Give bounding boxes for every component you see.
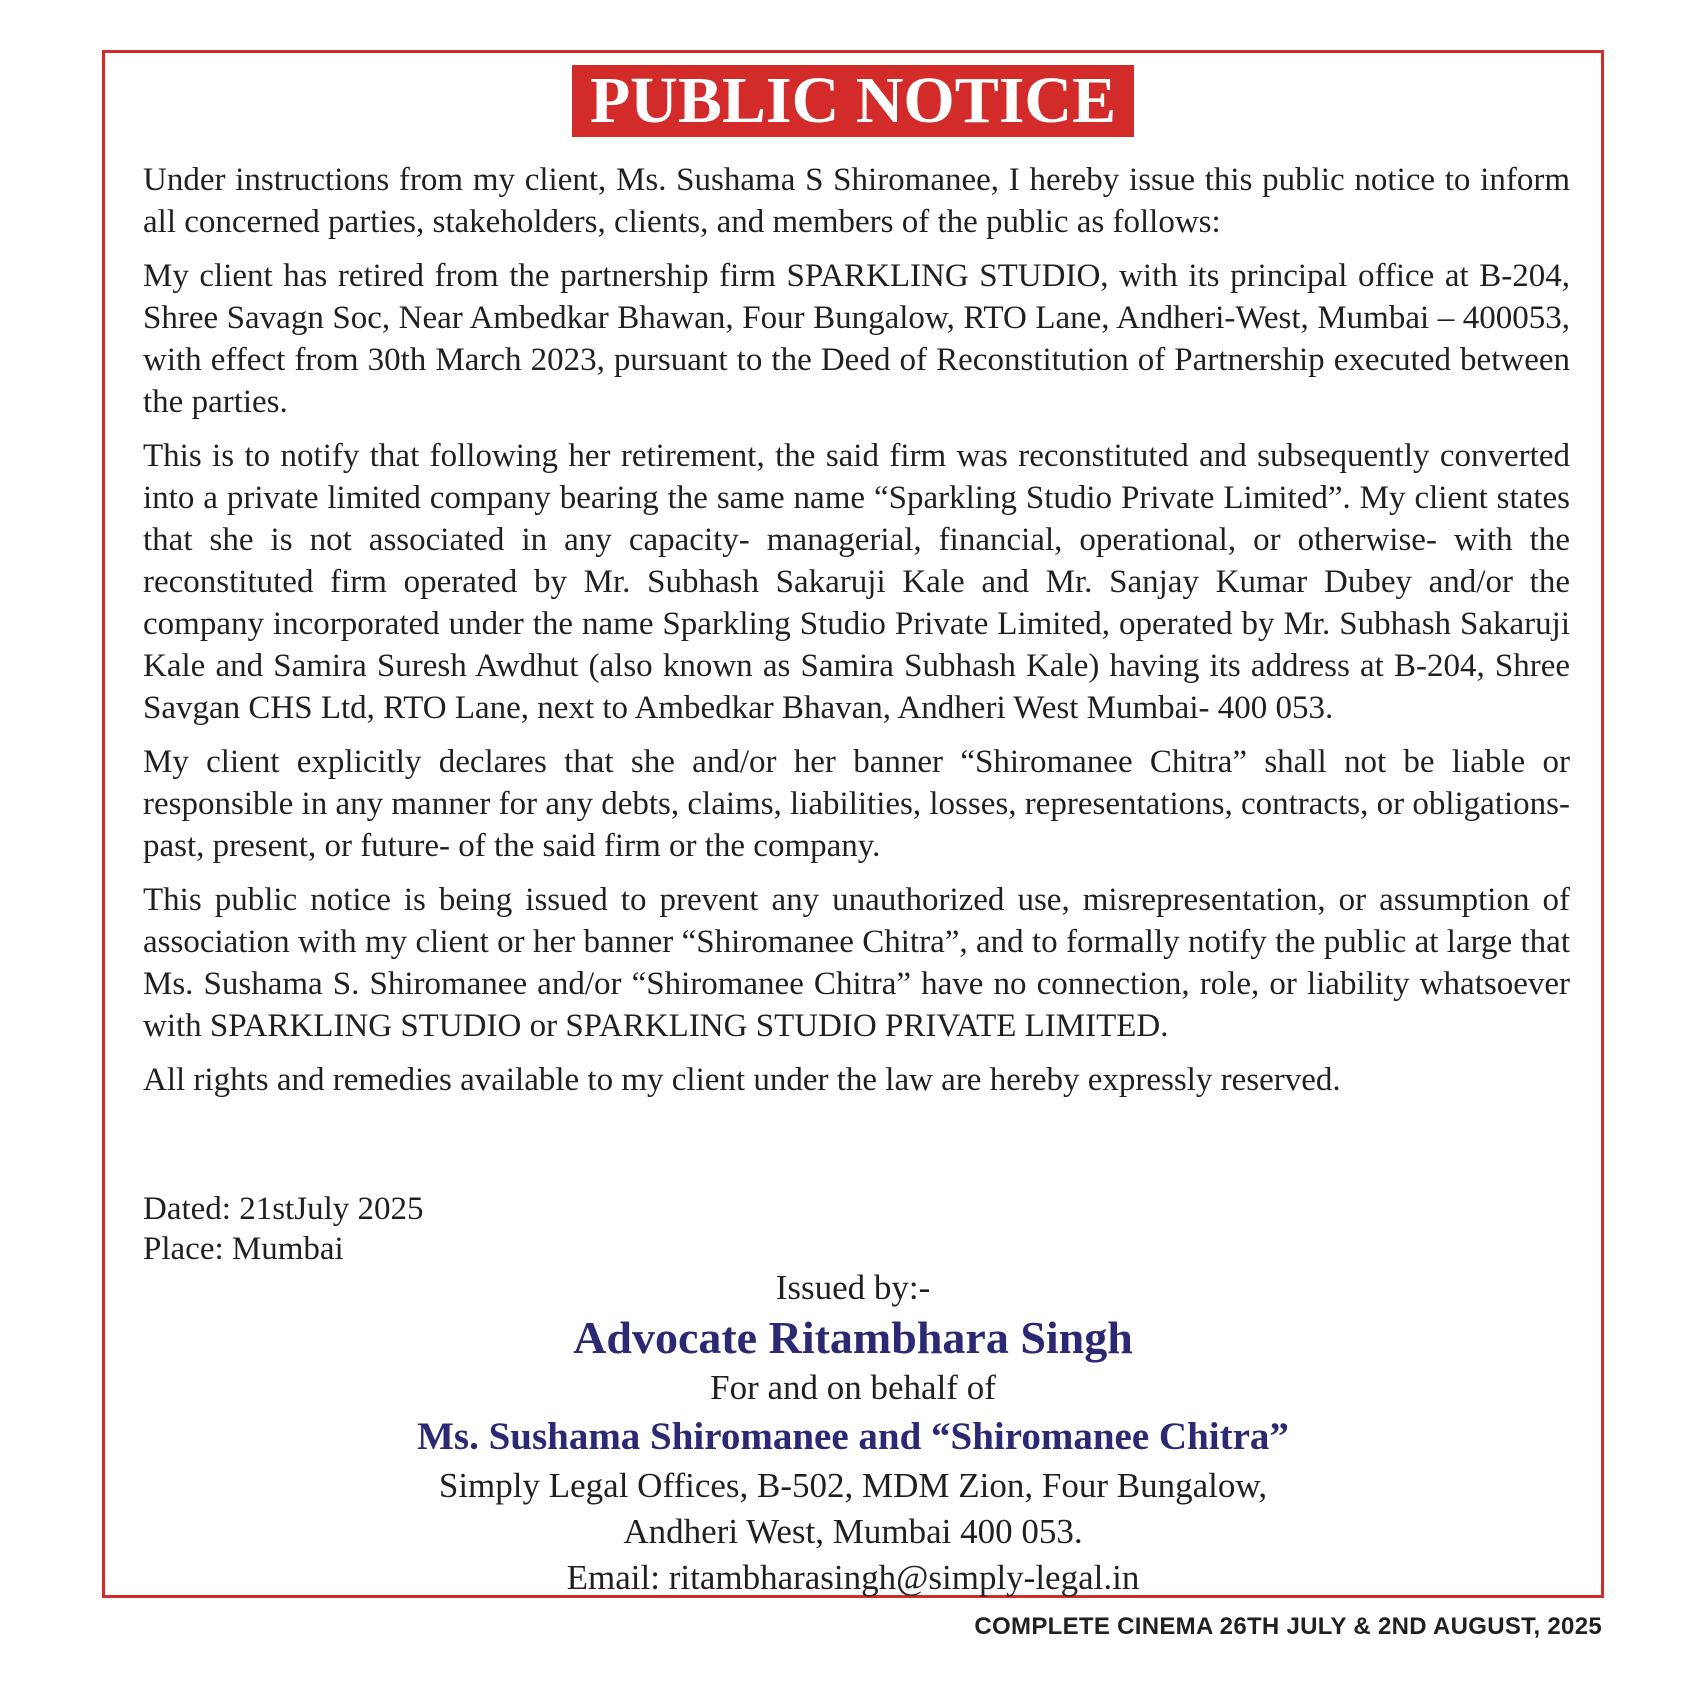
notice-border [102, 50, 1604, 1598]
advocate-name: Advocate Ritambhara Singh [573, 1312, 1133, 1363]
paragraph-reconstitution: This is to notify that following her retirement, the said firm was reconstituted and subsequently converted into a private limited company bearing the same name “Sparkling Studio Private Limited”. My client states that she is not associated in any capacity- managerial, financial, operational, or otherwise- with the reconstituted firm operated by Mr. Subhash Sakaruji Kale and Mr. Sanjay Kumar Dubey and/or the company incorporated under the name Sparkling Studio Private Limited, operated by Mr. Subhash Sakaruji Kale and Samira Suresh Awdhut (also known as Samira Subhash Kale) having its address at B-204, Shree Savgan CHS Ltd, RTO Lane, next to Ambedkar Bhavan, Andheri West Mumbai- 400 053. [143, 438, 1570, 726]
place-line: Place: Mumbai [143, 1231, 344, 1267]
address-line-1: Simply Legal Offices, B-502, MDM Zion, Four Bungalow, [438, 1466, 1268, 1505]
paragraph-intro: Under instructions from my client, Ms. Sushama S Shiromanee, I hereby issue this public notice to inform all concerned parties, stakeholders, clients, and members of the public as follows: [143, 162, 1570, 240]
date-place-block [143, 1189, 423, 1269]
notice-body [143, 159, 1570, 1113]
paragraph-rights-reserved: All rights and remedies available to my client under the law are hereby expressly reserved. [143, 1062, 1341, 1098]
email-line: Email: ritambharasingh@simply-legal.in [566, 1558, 1140, 1597]
publication-credit: COMPLETE CINEMA 26TH JULY & 2ND AUGUST, 2025 [974, 1613, 1602, 1640]
address-line-2: Andheri West, Mumbai 400 053. [623, 1512, 1083, 1551]
signature-block [105, 1265, 1601, 1601]
title-wrapper [105, 65, 1601, 137]
paragraph-retirement: My client has retired from the partnership firm SPARKLING STUDIO, with its principal office at B-204, Shree Savagn Soc, Near Ambedkar Bhawan, Four Bungalow, RTO Lane, Andheri-West, Mumbai – 400053, with effect from 30th March 2023, pursuant to the Deed of Reconstitution of Partnership executed between the parties. [143, 258, 1570, 420]
paragraph-purpose: This public notice is being issued to prevent any unauthorized use, misrepresentation, or assumption of association with my client or her banner “Shiromanee Chitra”, and to formally notify the public at large that Ms. Sushama S. Shiromanee and/or “Shiromanee Chitra” have no connection, role, or liability whatsoever with SPARKLING STUDIO or SPARKLING STUDIO PRIVATE LIMITED. [143, 882, 1570, 1044]
dated-line: Dated: 21stJuly 2025 [143, 1191, 424, 1227]
client-name: Ms. Sushama Shiromanee and “Shiromanee Chitra” [417, 1415, 1289, 1458]
on-behalf-label: For and on behalf of [710, 1368, 996, 1407]
issued-by-label: Issued by:- [775, 1268, 931, 1307]
notice-title: PUBLIC NOTICE [572, 65, 1134, 137]
paragraph-liability: My client explicitly declares that she and/or her banner “Shiromanee Chitra” shall not be liable or responsible in any manner for any debts, claims, liabilities, losses, representations, contracts, or obligations- past, present, or future- of the said firm or the company. [143, 744, 1570, 864]
